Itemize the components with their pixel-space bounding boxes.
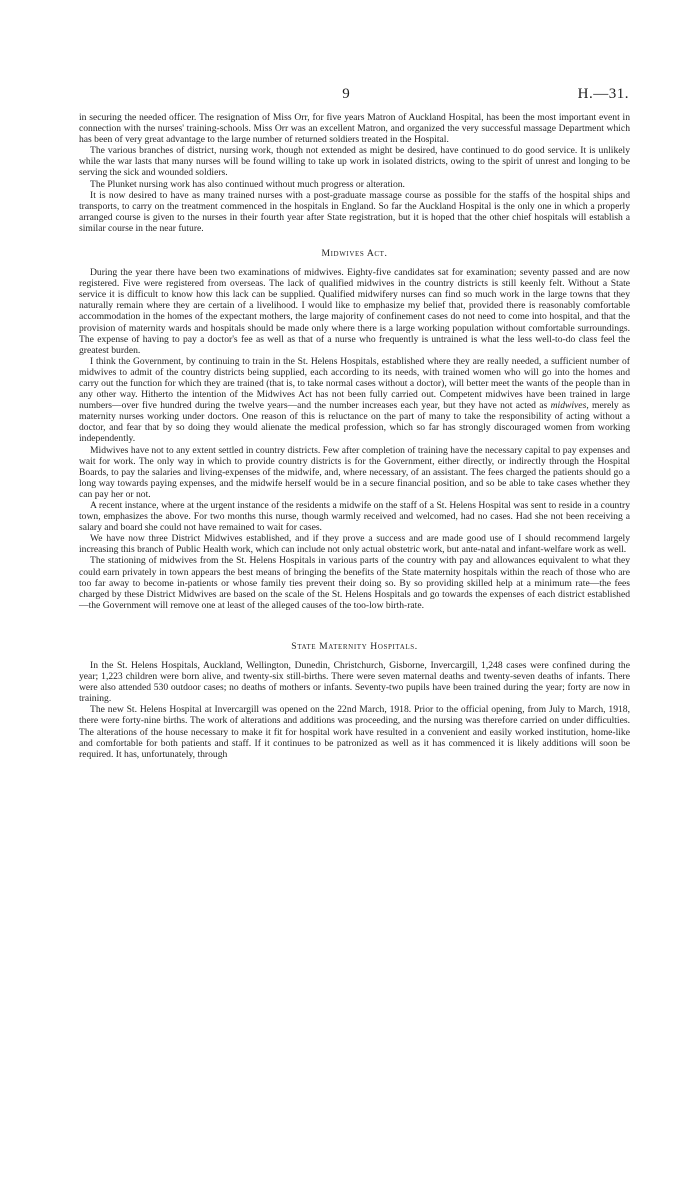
paragraph: The various branches of district, nursing work, though not extended as might be desired, have continued to do good service. It is unlikely while the war lasts that many nurses will be found willing to take up work in isolated districts, owing to the spirit of unrest and longing to be serving the sick and wounded soldiers.: [79, 145, 630, 179]
paragraph: We have now three District Midwives established, and if they prove a success and are made good use of I should recommend largely increasing this branch of Public Health work, which can include not only actual obstetric work, but ante-natal and infant-welfare work as well.: [79, 533, 630, 556]
page-number: 9: [342, 86, 350, 102]
paragraph: The new St. Helens Hospital at Invercargill was opened on the 22nd March, 1918. Prior to the official opening, from July to March, 1918, there were forty-nine births. The work of alterations and additions was proceeding, and the nursing was therefore carried on under difficulties. The alterations of the house necessary to make it fit for hospital work have resulted in a convenient and easily worked institution, home-like and comfortable for both patients and staff. If it continues to be patronized as well as it has commenced it is likely additions will soon be required. It has, unfortunately, through: [79, 704, 630, 760]
paragraph: Midwives have not to any extent settled in country districts. Few after completion of training have the necessary capital to pay expenses and wait for work. The only way in which to provide country districts is for the Government, either directly, or indirectly through the Hospital Boards, to pay the salaries and living-expenses of the midwife, and, where necessary, of an assistant. The fees charged the patients should go a long way towards paying expenses, and the midwife herself would be in a secure financial position, and so be able to take cases whether they can pay her or not.: [79, 444, 630, 500]
paragraph: In the St. Helens Hospitals, Auckland, Wellington, Dunedin, Christchurch, Gisborne, Invercargill, 1,248 cases were confined during the year; 1,223 children were born alive, and twenty-six still-births. There were seven maternal deaths and twenty-seven deaths of infants. There were also attended 530 outdoor cases; no deaths of mothers or infants. Seventy-two pupils have been trained during the year; forty are now in training.: [79, 659, 630, 705]
paragraph: in securing the needed officer. The resignation of Miss Orr, for five years Matron of Auckland Hospital, has been the most important event in connection with the nurses' training-schools. Miss Orr was an excellent Matron, and organized the very successful massage Department which has been of very great advantage to the large number of returned soldiers treated in the Hospital.: [79, 112, 630, 146]
paragraph: A recent instance, where at the urgent instance of the residents a midwife on the staff of a St. Helens Hospital was sent to reside in a country town, emphasizes the above. For two months this nurse, though warmly received and welcomed, had no cases. Had she not been receiving a salary and board she could not have remained to wait for cases.: [79, 500, 630, 534]
text-run: , merely as maternity nurses working under doctors. One reason of this is reluctance on the part of many to take the responsibility of acting without a doctor, and fear that by so doing they would alienate the medical profession, which so far has strongly discouraged women from working independently.: [79, 400, 630, 445]
paragraph: The stationing of midwives from the St. Helens Hospitals in various parts of the country with pay and allowances equivalent to what they could earn privately in town appears the best means of bringing the benefits of the State maternity hospitals within the reach of those who are too far away to become in-patients or whose family ties prevent their doing so. By so providing skilled help at a minimum rate—the fees charged by these District Midwives are based on the scale of the St. Helens Hospitals and go towards the expenses of each district established—the Government will remove one at least of the alleged causes of the too-low birth-rate.: [79, 555, 630, 611]
paragraph: [79, 356, 630, 445]
text-run: I think the Government, by continuing to train in the St. Helens Hospitals, established where they are really needed, a sufficient number of midwives to admit of the country districts being supplied, each according to its needs, with trained women who will go into the homes and carry out the function for which they are trained (that is, to take normal cases without a doctor), will better meet the wants of the people than in any other way. Hitherto the intention of the Midwives Act has not been fully carried out. Competent midwives have been trained in large numbers—over five hundred during the twelve years—and the number increases each year, but they have not acted as: [79, 355, 630, 412]
emphasis-midwives: midwives: [550, 400, 587, 412]
report-code: H.—31.: [577, 86, 629, 102]
document-body: [79, 112, 630, 760]
section-heading-midwives-act: Midwives Act.: [321, 248, 388, 260]
paragraph: During the year there have been two examinations of midwives. Eighty-five candidates sat for examination; seventy passed and are now registered. Five were registered from overseas. The lack of qualified midwives in the country districts is still keenly felt. Without a State service it is difficult to know how this lack can be supplied. Qualified midwifery nurses can find so much work in the large towns that they naturally remain where they are certain of a livelihood. I would like to emphasize my belief that, provided there is reasonably comfortable accommodation in the homes of the expectant mothers, the large majority of confinement cases do not need to come into hospital, and that the provision of maternity wards and hospitals should be made only where there is a large working population without comfortable surroundings. The expense of having to pay a doctor's fee as well as that of a nurse who frequently is untrained is what the less well-to-do class feel the greatest burden.: [79, 267, 630, 356]
paragraph: The Plunket nursing work has also continued without much progress or alteration.: [90, 178, 405, 190]
section-heading-state-maternity-hospitals: State Maternity Hospitals.: [291, 640, 418, 652]
paragraph: It is now desired to have as many trained nurses with a post-graduate massage course as possible for the staffs of the hospital ships and transports, to carry on the treatment commenced in the hospitals in England. So far the Auckland Hospital is the only one in which a properly arranged course is given to the nurses in their fourth year after State registration, but it is hoped that the other chief hospitals will establish a similar course in the near future.: [79, 189, 630, 234]
